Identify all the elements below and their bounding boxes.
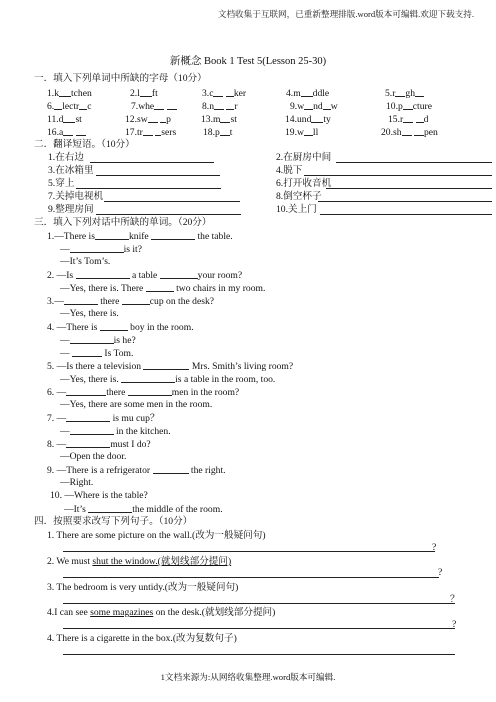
dialog-1-line-a: 1.—There is knife the table. [47,231,233,242]
section-3-heading: 三．填入下列对话中所缺的单词。（20分） [34,217,212,228]
dialog-5-line-b: —Yes, there is. is a table in the room, too. [60,374,276,385]
dialog-3-line-a: 3.— there cup on the desk? [47,296,215,307]
dialog-9-line-a: 9. —There is a refrigerator the right. [47,465,226,476]
phrase-7-blank [104,201,240,202]
phrase-2-blank [336,162,492,163]
phrase-2: 2.在厨房中间 [276,152,332,163]
letter-item-11: 11.d st [47,114,82,125]
phrase-10-blank [320,214,492,215]
letter-item-17: 17.tr sers [125,127,177,138]
letter-item-3: 3.c ker [202,88,247,99]
dialog-2-line-b: —Yes, there is. There two chairs in my room. [60,283,266,294]
dialog-10-line-b: —It’s the middle of the room. [64,504,223,515]
phrase-7: 7.关掉电视机 [48,191,104,202]
phrase-10: 10.关上门 [276,204,317,215]
letter-item-15: 15.r d [388,114,429,125]
letter-item-5: 5.r gh [385,87,424,100]
letter-item-18: 18.p t [203,127,233,138]
rewrite-3-qmark: ？ [450,594,460,605]
page-footer: 1文档来源为:从网络收集整理.word版本可编辑. [160,672,336,682]
rewrite-4-qmark: ? [452,619,457,630]
dialog-6-line-b: —Yes, there are some men in the room. [60,399,213,410]
dialog-8-line-b: —Open the door. [60,451,127,462]
letter-item-14: 14.und ty [285,114,331,125]
phrase-5: 5.穿上 [48,178,75,189]
dialog-7-line-a: 7. — is mu cup？ [47,413,160,424]
rewrite-5-prompt: 4. There is a cigarette in the box.(改为复数句子) [47,633,237,644]
dialog-4-line-a: 4. —There is boy in the room. [47,322,194,333]
rewrite-2-qmark: ? [438,567,443,578]
dialog-10-line-a: 10. —Where is the table? [50,490,148,501]
dialog-4-line-b: — is he? [60,335,136,346]
phrase-9: 9.整理房间 [48,204,94,215]
letter-item-12: 12.sw p [125,114,171,125]
phrase-4-blank [304,175,492,176]
dialog-5-line-a: 5. —Is there a television Mrs. Smith’s living room? [47,361,294,372]
page-title: 新概念 Book 1 Test 5(Lesson 25-30) [169,56,327,67]
phrase-1: 1.在右边 [48,152,84,163]
page-header: 文档收集于互联网，已重新整理排版.word版本可编辑.欢迎下载支持. [217,9,474,19]
letter-item-10: 10.p cture [386,101,432,112]
letter-item-9: 9.w nd w [290,101,338,112]
phrase-3-blank [96,175,220,176]
rewrite-3-answer-line [63,603,455,604]
phrase-5-blank [76,188,221,189]
phrase-1-blank [90,162,214,163]
phrase-8-blank [318,201,492,202]
letter-item-20: 20.sh pen [381,127,438,138]
rewrite-4-answer-line [63,628,455,629]
letter-item-2: 2.l ft [130,88,158,99]
letter-item-13: 13.m st [201,114,237,125]
letter-item-16: 16.a [47,126,86,139]
section-2-heading: 二．翻译短语。（10分） [34,139,135,150]
phrase-4: 4.脱下 [276,165,303,176]
dialog-4-line-c: — Is Tom. [60,348,134,359]
letter-item-8: 8.n r [202,101,238,112]
letter-item-6: 6. lectr c [47,101,92,112]
section-1-heading: 一．填入下列单词中所缺的字母（10分） [34,73,207,84]
rewrite-2-answer-line [63,577,439,578]
letter-item-19: 19.w ll [285,127,319,138]
phrase-3: 3.在冰箱里 [48,165,94,176]
dialog-1-line-c: —It’s Tom’s. [60,256,111,267]
rewrite-2-prompt: 2. We must shut the window.(就划线部分提问) [47,556,232,567]
dialog-7-line-b: — in the kitchen. [60,426,171,437]
rewrite-1-answer-line [63,551,435,552]
section-4-heading: 四．按照要求改写下列句子。（10分） [34,516,193,527]
dialog-9-line-b: —Right. [60,477,94,488]
phrase-9-blank [96,214,241,215]
dialog-6-line-a: 6. — there men in the room? [47,387,240,398]
rewrite-1-qmark: ? [432,542,437,553]
rewrite-4-prompt: 4.I can see some magazines on the desk.(就划线部分提问) [47,607,276,618]
dialog-1-line-b: — is it? [60,244,142,255]
rewrite-5-answer-line [63,654,455,655]
dialog-3-line-b: —Yes, there is. [60,308,119,319]
phrase-8: 8.倒空杯子 [276,191,322,202]
letter-item-1: 1.k tchen [47,88,92,99]
letter-item-4: 4.m ddle [286,88,330,99]
dialog-2-line-a: 2. —Is a table your room? [47,270,243,281]
rewrite-1-prompt: 1. There are some picture on the wall.(改为一般疑问句) [47,530,266,541]
phrase-6: 6.打开收音机 [276,178,332,189]
rewrite-3-prompt: 3. The bedroom is very untidy.(改为一般疑问句) [47,582,239,593]
dialog-8-line-a: 8. — must I do? [47,439,151,450]
letter-item-7: 7.whe [131,100,177,113]
phrase-6-blank [326,188,492,189]
